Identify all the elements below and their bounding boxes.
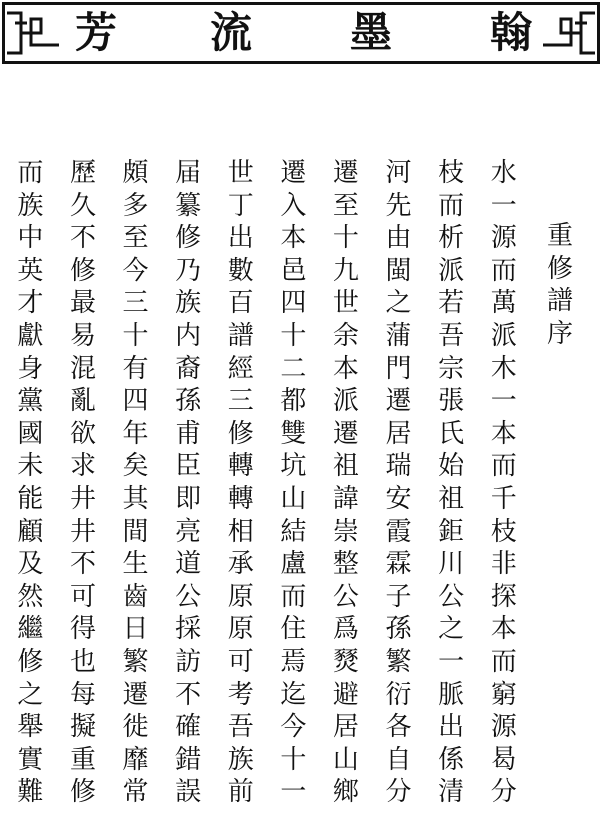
glyph: 之 <box>17 679 44 710</box>
glyph: 閩 <box>385 255 412 286</box>
glyph: 自 <box>385 744 412 775</box>
glyph: 序 <box>546 318 573 349</box>
glyph: 前 <box>227 777 254 808</box>
glyph: 而 <box>490 646 517 677</box>
glyph: 四 <box>280 288 307 319</box>
glyph: 重 <box>546 221 573 251</box>
glyph: 而 <box>280 581 307 612</box>
glyph: 日 <box>122 614 149 645</box>
fret-ornament-left <box>7 9 63 59</box>
glyph: 承 <box>227 549 254 580</box>
text-column <box>267 157 320 809</box>
text-column <box>57 157 110 809</box>
glyph: 經 <box>227 353 254 384</box>
glyph: 百 <box>227 288 254 319</box>
glyph: 曷 <box>490 744 517 775</box>
title-column <box>530 157 590 809</box>
glyph: 瑞 <box>385 451 412 482</box>
glyph: 可 <box>69 581 96 612</box>
glyph: 都 <box>280 386 307 417</box>
glyph: 修 <box>227 418 254 449</box>
glyph: 派 <box>332 386 359 417</box>
glyph: 坑 <box>280 451 307 482</box>
glyph: 每 <box>69 679 96 710</box>
glyph: 吾 <box>438 320 465 351</box>
glyph: 千 <box>490 483 517 514</box>
glyph: 井 <box>69 516 96 547</box>
glyph: 徙 <box>122 712 149 743</box>
glyph: 霖 <box>385 549 412 580</box>
glyph: 宗 <box>438 353 465 384</box>
glyph: 鄉 <box>332 777 359 808</box>
glyph: 可 <box>227 646 254 677</box>
glyph: 河 <box>385 158 412 188</box>
glyph: 水 <box>490 158 517 188</box>
glyph: 考 <box>227 679 254 710</box>
glyph: 乃 <box>175 255 202 286</box>
glyph: 余 <box>332 320 359 351</box>
glyph: 歷 <box>69 158 96 188</box>
fret-ornament-right <box>539 9 595 59</box>
glyph: 繁 <box>122 646 149 677</box>
glyph: 張 <box>438 386 465 417</box>
glyph: 即 <box>175 483 202 514</box>
glyph: 未 <box>17 451 44 482</box>
glyph: 國 <box>17 418 44 449</box>
text-column <box>214 157 267 809</box>
glyph: 爲 <box>332 614 359 645</box>
glyph: 本 <box>332 353 359 384</box>
glyph: 今 <box>280 712 307 743</box>
glyph: 至 <box>332 190 359 221</box>
glyph: 蒲 <box>385 320 412 351</box>
glyph: 枝 <box>438 158 465 188</box>
glyph: 孫 <box>175 386 202 417</box>
glyph: 川 <box>438 549 465 580</box>
glyph: 先 <box>385 190 412 221</box>
banner-char: 墨 <box>350 8 393 57</box>
glyph: 入 <box>280 190 307 221</box>
header-banner <box>2 2 600 64</box>
glyph: 孫 <box>385 614 412 645</box>
glyph: 轉 <box>227 451 254 482</box>
glyph: 訪 <box>175 646 202 677</box>
glyph: 崇 <box>332 516 359 547</box>
glyph: 甫 <box>175 418 202 449</box>
glyph: 門 <box>385 353 412 384</box>
glyph: 求 <box>69 451 96 482</box>
glyph: 出 <box>438 712 465 743</box>
glyph: 採 <box>175 614 202 645</box>
glyph: 繼 <box>17 614 44 645</box>
glyph: 三 <box>122 288 149 319</box>
glyph: 獻 <box>17 320 44 351</box>
glyph: 出 <box>227 223 254 254</box>
glyph: 混 <box>69 353 96 384</box>
glyph: 繁 <box>385 646 412 677</box>
glyph: 修 <box>69 255 96 286</box>
glyph: 族 <box>227 744 254 775</box>
glyph: 身 <box>17 353 44 384</box>
glyph: 裔 <box>175 353 202 384</box>
glyph: 數 <box>227 255 254 286</box>
glyph: 族 <box>175 288 202 319</box>
glyph: 祖 <box>332 451 359 482</box>
glyph: 常 <box>122 777 149 808</box>
glyph: 木 <box>490 353 517 384</box>
glyph: 不 <box>175 679 202 710</box>
banner-char: 翰 <box>490 8 533 57</box>
glyph: 不 <box>69 223 96 254</box>
glyph: 能 <box>17 483 44 514</box>
glyph: 鉅 <box>438 516 465 547</box>
glyph: 公 <box>175 581 202 612</box>
glyph: 公 <box>332 581 359 612</box>
glyph: 頗 <box>122 158 149 188</box>
glyph: 諱 <box>332 483 359 514</box>
glyph: 三 <box>227 386 254 417</box>
glyph: 擬 <box>69 712 96 743</box>
glyph: 住 <box>280 614 307 645</box>
glyph: 清 <box>438 777 465 808</box>
glyph: 本 <box>490 614 517 645</box>
glyph: 届 <box>175 158 202 188</box>
glyph: 得 <box>69 614 96 645</box>
glyph: 多 <box>122 190 149 221</box>
banner-char: 流 <box>210 8 253 57</box>
glyph: 四 <box>122 386 149 417</box>
glyph: 間 <box>122 516 149 547</box>
glyph: 安 <box>385 483 412 514</box>
glyph: 盧 <box>280 549 307 580</box>
text-column <box>109 157 162 809</box>
glyph: 燹 <box>332 646 359 677</box>
glyph: 析 <box>438 223 465 254</box>
glyph: 不 <box>69 549 96 580</box>
glyph: 非 <box>490 549 517 580</box>
glyph: 一 <box>490 386 517 417</box>
glyph: 譜 <box>227 320 254 351</box>
glyph: 而 <box>17 158 44 188</box>
glyph: 顧 <box>17 516 44 547</box>
glyph: 黨 <box>17 386 44 417</box>
glyph: 中 <box>17 223 44 254</box>
glyph: 邑 <box>280 255 307 286</box>
glyph: 派 <box>438 255 465 286</box>
glyph: 道 <box>175 549 202 580</box>
glyph: 十 <box>122 320 149 351</box>
glyph: 靡 <box>122 744 149 775</box>
glyph: 各 <box>385 712 412 743</box>
glyph: 避 <box>332 679 359 710</box>
glyph: 萬 <box>490 288 517 319</box>
text-column <box>320 157 373 809</box>
glyph: 難 <box>17 777 44 808</box>
glyph: 山 <box>332 744 359 775</box>
glyph: 十 <box>332 223 359 254</box>
glyph: 英 <box>17 255 44 286</box>
glyph: 而 <box>490 255 517 286</box>
glyph: 矣 <box>122 451 149 482</box>
glyph: 欲 <box>69 418 96 449</box>
glyph: 而 <box>438 190 465 221</box>
glyph: 誤 <box>175 777 202 808</box>
glyph: 遷 <box>332 158 359 188</box>
glyph: 世 <box>227 158 254 188</box>
glyph: 及 <box>17 549 44 580</box>
glyph: 年 <box>122 418 149 449</box>
text-column <box>162 157 215 809</box>
glyph: 久 <box>69 190 96 221</box>
glyph: 十 <box>280 320 307 351</box>
glyph: 才 <box>17 288 44 319</box>
glyph: 實 <box>17 744 44 775</box>
glyph: 舉 <box>17 712 44 743</box>
glyph: 結 <box>280 516 307 547</box>
glyph: 然 <box>17 581 44 612</box>
glyph: 遷 <box>385 386 412 417</box>
text-column <box>372 157 425 809</box>
glyph: 之 <box>438 614 465 645</box>
glyph: 修 <box>17 646 44 677</box>
glyph: 相 <box>227 516 254 547</box>
glyph: 本 <box>490 418 517 449</box>
glyph: 一 <box>280 777 307 808</box>
glyph: 錯 <box>175 744 202 775</box>
glyph: 若 <box>438 288 465 319</box>
glyph: 本 <box>280 223 307 254</box>
glyph: 子 <box>385 581 412 612</box>
glyph: 其 <box>122 483 149 514</box>
glyph: 臣 <box>175 451 202 482</box>
glyph: 也 <box>69 646 96 677</box>
glyph: 迄 <box>280 679 307 710</box>
glyph: 脈 <box>438 679 465 710</box>
glyph: 二 <box>280 353 307 384</box>
glyph: 居 <box>332 712 359 743</box>
glyph: 源 <box>490 223 517 254</box>
glyph: 吾 <box>227 712 254 743</box>
text-column <box>477 157 530 809</box>
glyph: 祖 <box>438 483 465 514</box>
glyph: 重 <box>69 744 96 775</box>
glyph: 修 <box>175 223 202 254</box>
glyph: 原 <box>227 614 254 645</box>
glyph: 内 <box>175 320 202 351</box>
glyph: 族 <box>17 190 44 221</box>
glyph: 井 <box>69 483 96 514</box>
glyph: 霞 <box>385 516 412 547</box>
glyph: 亂 <box>69 386 96 417</box>
glyph: 確 <box>175 712 202 743</box>
glyph: 纂 <box>175 190 202 221</box>
glyph: 九 <box>332 255 359 286</box>
glyph: 公 <box>438 581 465 612</box>
text-column <box>4 157 57 809</box>
glyph: 由 <box>385 223 412 254</box>
glyph: 有 <box>122 353 149 384</box>
glyph: 至 <box>122 223 149 254</box>
glyph: 山 <box>280 483 307 514</box>
glyph: 修 <box>69 777 96 808</box>
glyph: 衍 <box>385 679 412 710</box>
glyph: 易 <box>69 320 96 351</box>
glyph: 遷 <box>280 158 307 188</box>
glyph: 遷 <box>122 679 149 710</box>
glyph: 生 <box>122 549 149 580</box>
glyph: 整 <box>332 549 359 580</box>
glyph: 最 <box>69 288 96 319</box>
glyph: 譜 <box>546 286 573 317</box>
glyph: 丁 <box>227 190 254 221</box>
glyph: 之 <box>385 288 412 319</box>
glyph: 源 <box>490 712 517 743</box>
glyph: 一 <box>490 190 517 221</box>
glyph: 分 <box>385 777 412 808</box>
glyph: 窮 <box>490 679 517 710</box>
glyph: 枝 <box>490 516 517 547</box>
glyph: 原 <box>227 581 254 612</box>
glyph: 派 <box>490 320 517 351</box>
glyph: 氏 <box>438 418 465 449</box>
glyph: 齒 <box>122 581 149 612</box>
glyph: 亮 <box>175 516 202 547</box>
glyph: 始 <box>438 451 465 482</box>
glyph: 雙 <box>280 418 307 449</box>
glyph: 係 <box>438 744 465 775</box>
banner-char: 芳 <box>75 8 118 57</box>
text-column <box>425 157 478 809</box>
glyph: 一 <box>438 646 465 677</box>
glyph: 世 <box>332 288 359 319</box>
glyph: 遷 <box>332 418 359 449</box>
glyph: 焉 <box>280 646 307 677</box>
vertical-text-body <box>4 157 590 809</box>
glyph: 今 <box>122 255 149 286</box>
glyph: 分 <box>490 777 517 808</box>
glyph: 居 <box>385 418 412 449</box>
glyph: 而 <box>490 451 517 482</box>
glyph: 探 <box>490 581 517 612</box>
glyph: 十 <box>280 744 307 775</box>
glyph: 轉 <box>227 483 254 514</box>
glyph: 修 <box>546 253 573 284</box>
